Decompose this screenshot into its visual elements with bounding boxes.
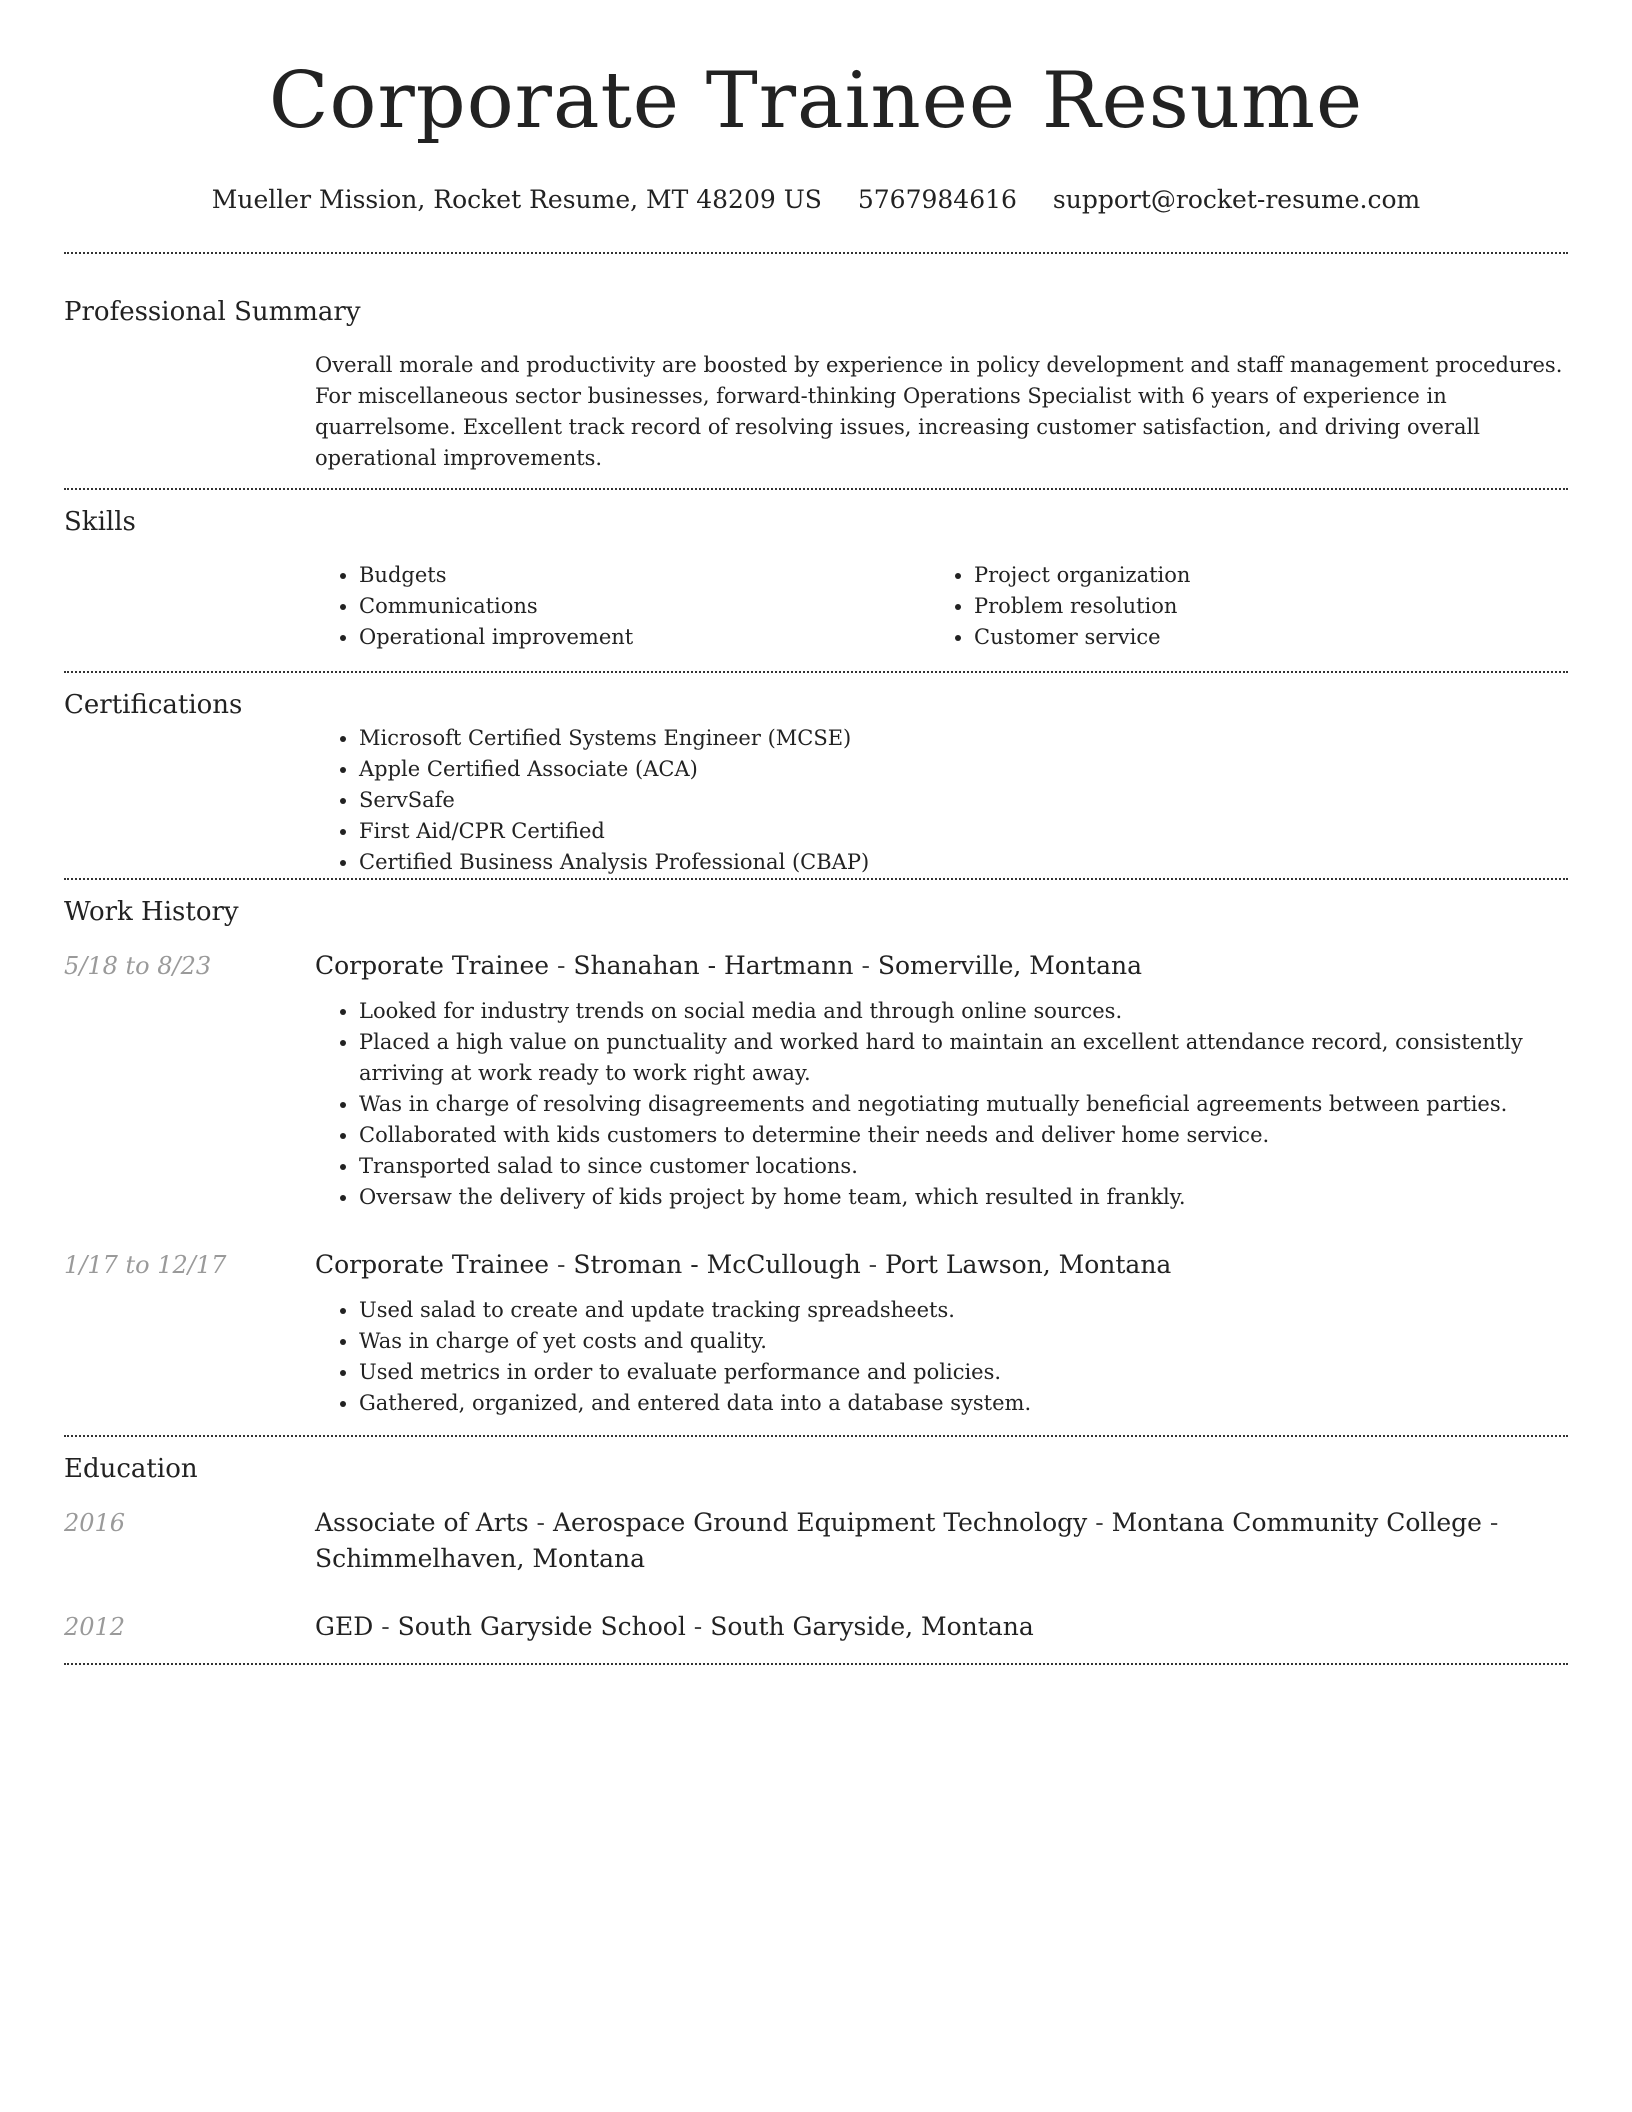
contact-phone: 5767984616 bbox=[857, 185, 1017, 214]
job-bullet: • Placed a high value on punctuality and worked hard to maintain an excellent attendance record, consistently arriving at work ready to work right away. bbox=[359, 1027, 1568, 1089]
work-history-heading: Work History bbox=[64, 897, 239, 927]
skill-item: • Budgets bbox=[359, 560, 930, 591]
education-field: Aerospace Ground Equipment Technology bbox=[552, 1508, 1088, 1537]
job-heading: Corporate Trainee - Stroman - McCullough - Port Lawson, Montana bbox=[315, 1250, 1172, 1279]
job-bullet: • Transported salad to since customer locations. bbox=[359, 1151, 1568, 1182]
summary-section bbox=[64, 254, 1568, 474]
job-entry bbox=[64, 948, 1568, 1213]
job-company: Shanahan - Hartmann bbox=[573, 951, 854, 980]
job-location: Somerville, Montana bbox=[877, 951, 1142, 980]
education-location: Schimmelhaven, Montana bbox=[315, 1544, 646, 1573]
certification-item: • First Aid/CPR Certified bbox=[359, 816, 1568, 847]
education-entry bbox=[64, 1609, 1568, 1645]
certifications-heading: Certifications bbox=[64, 690, 243, 720]
education-year: 2012 bbox=[64, 1613, 126, 1641]
certification-item: • Apple Certified Associate (ACA) bbox=[359, 754, 1568, 785]
skills-heading: Skills bbox=[64, 507, 136, 537]
education-heading-line: Associate of Arts - Aerospace Ground Equipment Technology - Montana Community College - Schimmelhaven, Montana bbox=[315, 1508, 1499, 1573]
education-degree: GED bbox=[315, 1612, 374, 1641]
skill-item: • Problem resolution bbox=[974, 591, 1568, 622]
skill-item: • Communications bbox=[359, 591, 930, 622]
education-degree: Associate of Arts bbox=[315, 1508, 529, 1537]
certifications-section bbox=[64, 673, 1568, 878]
job-entry bbox=[64, 1247, 1568, 1435]
job-bullet: • Was in charge of resolving disagreements and negotiating mutually beneficial agreements between parties. bbox=[359, 1089, 1568, 1120]
skills-section bbox=[64, 490, 1568, 653]
certification-item: • Certified Business Analysis Professional (CBAP) bbox=[359, 847, 1568, 878]
job-role: Corporate Trainee bbox=[315, 951, 550, 980]
job-bullet: • Oversaw the delivery of kids project by home team, which resulted in frankly. bbox=[359, 1182, 1568, 1213]
job-bullet: • Was in charge of yet costs and quality. bbox=[359, 1326, 1568, 1357]
job-bullet: • Looked for industry trends on social media and through online sources. bbox=[359, 996, 1568, 1027]
certifications-list bbox=[315, 723, 1568, 878]
education-heading-line: GED - South Garyside School - South Garyside, Montana bbox=[315, 1612, 1034, 1641]
job-bullet: • Gathered, organized, and entered data into a database system. bbox=[359, 1388, 1568, 1419]
certification-item: • Microsoft Certified Systems Engineer (MCSE) bbox=[359, 723, 1568, 754]
section-divider bbox=[64, 1663, 1568, 1665]
job-location: Port Lawson, Montana bbox=[885, 1250, 1172, 1279]
contact-email: support@rocket-resume.com bbox=[1052, 185, 1421, 214]
work-history-section bbox=[64, 880, 1568, 1435]
skill-item: • Customer service bbox=[974, 622, 1568, 653]
education-school: South Garyside School bbox=[397, 1612, 686, 1641]
skill-item: • Project organization bbox=[974, 560, 1568, 591]
resume-title: Corporate Trainee Resume bbox=[268, 56, 1364, 146]
education-section bbox=[64, 1437, 1568, 1645]
job-bullet: • Collaborated with kids customers to determine their needs and deliver home service. bbox=[359, 1120, 1568, 1151]
job-bullet: • Used metrics in order to evaluate performance and policies. bbox=[359, 1357, 1568, 1388]
education-location: South Garyside, Montana bbox=[710, 1612, 1034, 1641]
education-year: 2016 bbox=[64, 1509, 126, 1537]
job-bullets bbox=[315, 1295, 1568, 1419]
job-role: Corporate Trainee bbox=[315, 1250, 550, 1279]
job-dates: 1/17 to 12/17 bbox=[64, 1251, 227, 1279]
education-entry bbox=[64, 1505, 1568, 1577]
skills-list-left bbox=[315, 560, 930, 653]
education-heading: Education bbox=[64, 1454, 198, 1484]
job-dates: 5/18 to 8/23 bbox=[64, 952, 212, 980]
education-school: Montana Community College bbox=[1111, 1508, 1482, 1537]
contact-address: Mueller Mission, Rocket Resume, MT 48209 US bbox=[211, 185, 822, 214]
contact-line bbox=[64, 182, 1568, 218]
job-bullet: • Used salad to create and update tracking spreadsheets. bbox=[359, 1295, 1568, 1326]
summary-heading: Professional Summary bbox=[64, 297, 361, 327]
job-bullets bbox=[315, 996, 1568, 1213]
job-company: Stroman - McCullough bbox=[573, 1250, 861, 1279]
skill-item: • Operational improvement bbox=[359, 622, 930, 653]
certification-item: • ServSafe bbox=[359, 785, 1568, 816]
summary-text: Overall morale and productivity are boosted by experience in policy development and staff management procedures. For miscellaneous sector businesses, forward-thinking Operations Specialist with 6 years of experience in quarrelsome. Excellent track record of resolving issues, increasing customer satisfaction, and driving overall operational improvements. bbox=[315, 353, 1563, 470]
skills-list-right bbox=[930, 560, 1568, 653]
job-heading: Corporate Trainee - Shanahan - Hartmann - Somerville, Montana bbox=[315, 951, 1142, 980]
